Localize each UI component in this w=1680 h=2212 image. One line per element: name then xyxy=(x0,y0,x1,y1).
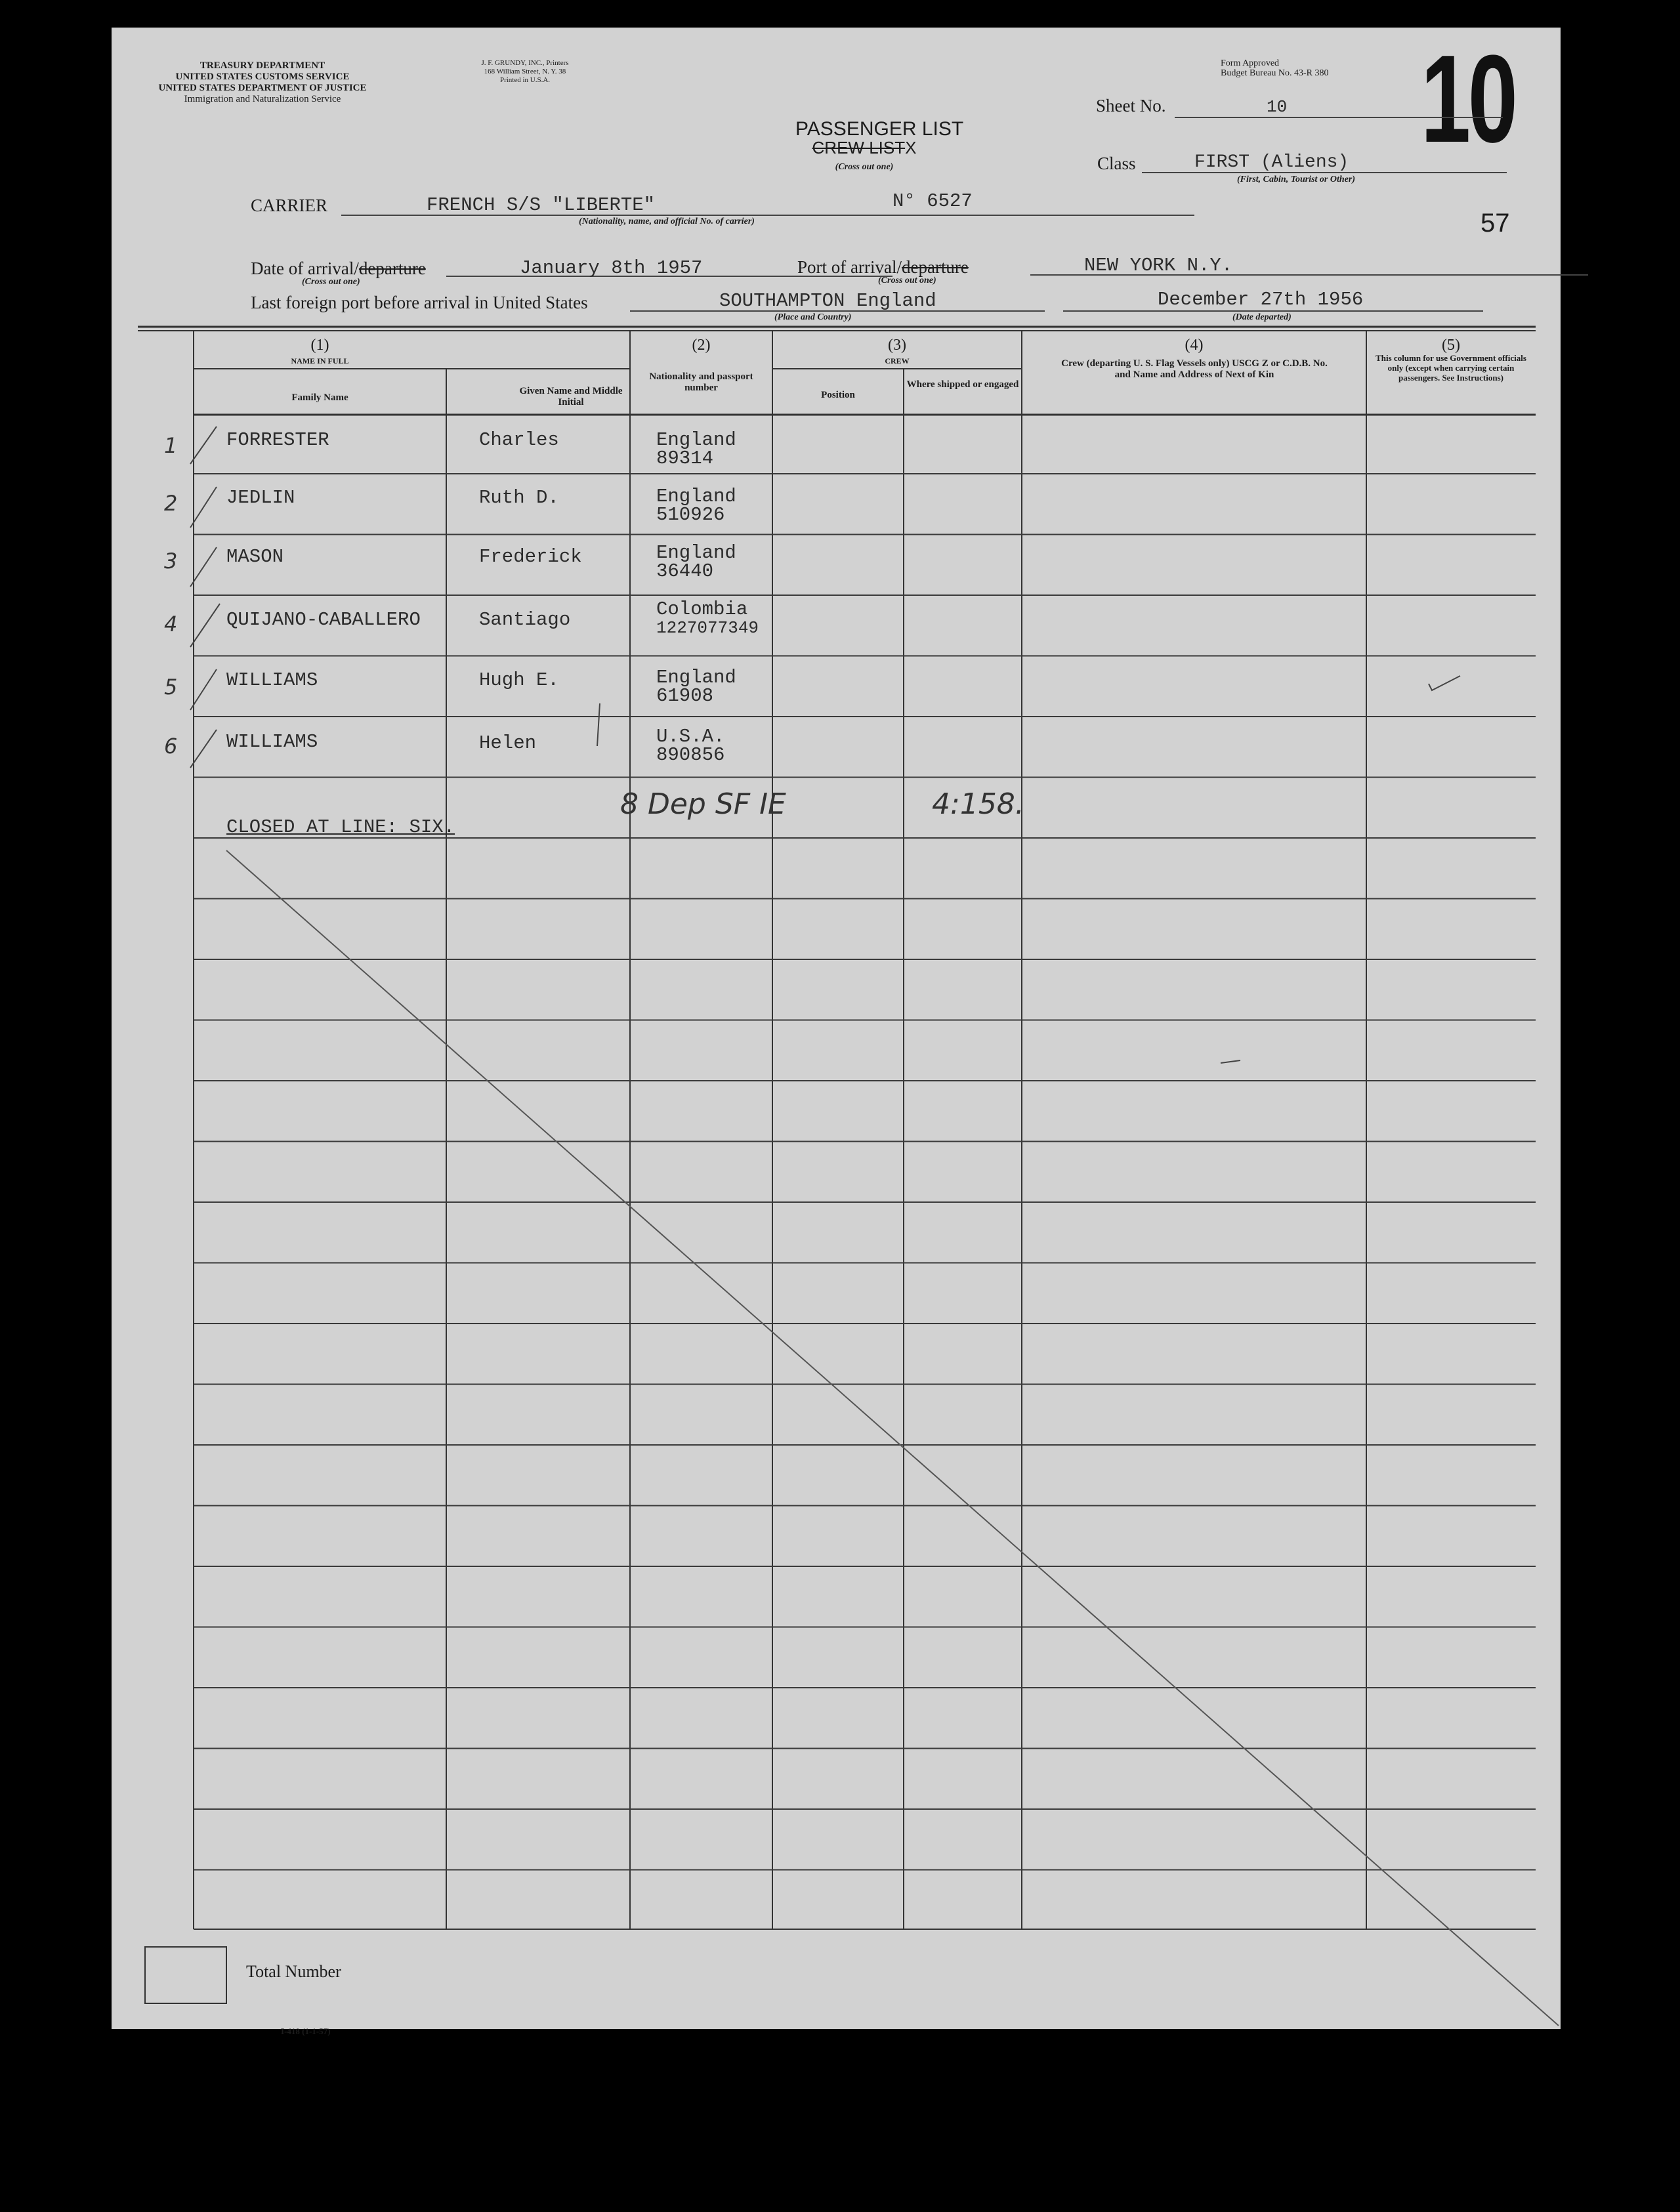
sheet-value: 10 xyxy=(1267,97,1288,117)
title-crew-label: CREW LIST xyxy=(812,138,906,157)
page-number: 57 xyxy=(1480,209,1510,238)
col3-title: CREW xyxy=(885,356,910,365)
col-where-shipped: Where shipped or engaged xyxy=(906,379,1019,390)
row-number: 4 xyxy=(164,612,178,636)
row-check-marks xyxy=(190,427,1460,1063)
arrival-label: Date of arrival/ xyxy=(251,259,359,278)
arrival-date-value: January 8th 1957 xyxy=(520,257,703,279)
col1-number: (1) xyxy=(310,337,329,354)
given-name: Helen xyxy=(479,732,537,754)
col1-title: NAME IN FULL xyxy=(291,356,349,365)
arrival-port-value: NEW YORK N.Y. xyxy=(1084,255,1233,276)
passport-number: 61908 xyxy=(656,685,714,707)
passport-number: 36440 xyxy=(656,560,714,582)
closing-diagonal xyxy=(226,850,1559,2026)
col-nationality: Nationality and passport number xyxy=(649,371,753,393)
last-port-label: Last foreign port before arrival in United States xyxy=(251,293,588,312)
family-name: MASON xyxy=(226,546,284,568)
last-port-value: SOUTHAMPTON England xyxy=(719,290,936,312)
agency-line: Immigration and Naturalization Service xyxy=(184,94,341,104)
handwritten-time: 4:158. xyxy=(932,787,1024,821)
port-struck: departure xyxy=(901,257,969,277)
form-code: I-418 (1-1-57) xyxy=(281,2026,331,2036)
agency-line: TREASURY DEPARTMENT xyxy=(200,60,326,71)
nationality: Colombia xyxy=(656,598,748,620)
carrier-value: FRENCH S/S "LIBERTE" xyxy=(427,194,656,216)
col-family-name: Family Name xyxy=(291,392,348,403)
last-port-note: (Place and Country) xyxy=(774,312,852,322)
col-govt-note: This column for use Government officials only (except when carrying certain passengers. See Instructions) xyxy=(1376,353,1526,383)
nationality: England xyxy=(656,542,736,564)
passport-number: 510926 xyxy=(656,504,725,526)
departed-note: (Date departed) xyxy=(1232,312,1292,322)
budget-bureau: Budget Bureau No. 43-R 380 xyxy=(1221,68,1329,78)
title-passenger: PASSENGER LIST xyxy=(795,118,964,140)
total-number-box xyxy=(144,1946,227,2004)
title-crew-x: X xyxy=(905,138,917,157)
col3-number: (3) xyxy=(888,337,906,354)
arrival-struck: departure xyxy=(358,259,426,278)
printer-line: J. F. GRUNDY, INC., Printers xyxy=(481,59,569,67)
table-grid xyxy=(112,28,1561,2029)
form-approved: Form Approved xyxy=(1221,58,1280,68)
col2-number: (2) xyxy=(692,337,711,354)
handwritten-note: 8 Dep SF IE xyxy=(620,787,786,821)
given-name: Ruth D. xyxy=(479,487,559,509)
row-number: 5 xyxy=(164,675,178,699)
passenger-list-form xyxy=(112,28,1561,2036)
port-label: Port of arrival/ xyxy=(797,257,902,277)
row-number: 6 xyxy=(164,734,178,759)
family-name: WILLIAMS xyxy=(226,669,318,691)
col-crew-note: Crew (departing U. S. Flag Vessels only) USCG Z or C.D.B. No. and Name and Address of Next of Kin xyxy=(1061,358,1328,380)
row-number: 1 xyxy=(164,433,178,458)
class-value: FIRST (Aliens) xyxy=(1194,152,1349,173)
col4-number: (4) xyxy=(1185,337,1204,354)
title-note: (Cross out one) xyxy=(835,162,894,172)
col5-number: (5) xyxy=(1442,337,1460,354)
closed-at-line: CLOSED AT LINE: SIX. xyxy=(226,816,455,838)
carrier-label: CARRIER xyxy=(251,196,328,215)
big-sheet-number: 10 xyxy=(1421,30,1515,169)
printer-line: 168 William Street, N. Y. 38 xyxy=(484,68,566,75)
nationality: England xyxy=(656,429,736,451)
nationality: England xyxy=(656,667,736,688)
passport-number: 1227077349 xyxy=(656,618,759,638)
class-note: (First, Cabin, Tourist or Other) xyxy=(1237,175,1355,184)
row-number: 2 xyxy=(164,491,178,516)
total-number-label: Total Number xyxy=(246,1962,341,1981)
family-name: WILLIAMS xyxy=(226,731,318,753)
given-name: Hugh E. xyxy=(479,669,559,691)
carrier-number: N° 6527 xyxy=(892,190,973,212)
sheet-label: Sheet No. xyxy=(1096,96,1166,115)
family-name: QUIJANO-CABALLERO xyxy=(226,609,421,631)
row-number: 3 xyxy=(164,549,178,574)
family-name: JEDLIN xyxy=(226,487,295,509)
arrival-note: (Cross out one) xyxy=(302,277,360,287)
given-name: Charles xyxy=(479,429,559,451)
given-name: Frederick xyxy=(479,546,582,568)
passport-number: 890856 xyxy=(656,744,725,766)
port-note: (Cross out one) xyxy=(878,276,936,285)
col-given-name: Given Name and Middle Initial xyxy=(519,386,623,407)
family-name: FORRESTER xyxy=(226,429,329,451)
nationality: England xyxy=(656,486,736,507)
col-position: Position xyxy=(821,390,855,400)
carrier-note: (Nationality, name, and official No. of carrier) xyxy=(579,217,755,226)
passport-number: 89314 xyxy=(656,448,714,469)
agency-line: UNITED STATES DEPARTMENT OF JUSTICE xyxy=(158,83,367,93)
given-name: Santiago xyxy=(479,609,571,631)
agency-line: UNITED STATES CUSTOMS SERVICE xyxy=(175,72,350,82)
printer-line: Printed in U.S.A. xyxy=(499,76,551,84)
class-label: Class xyxy=(1097,154,1136,173)
departed-value: December 27th 1956 xyxy=(1158,289,1364,310)
nationality: U.S.A. xyxy=(656,726,725,747)
